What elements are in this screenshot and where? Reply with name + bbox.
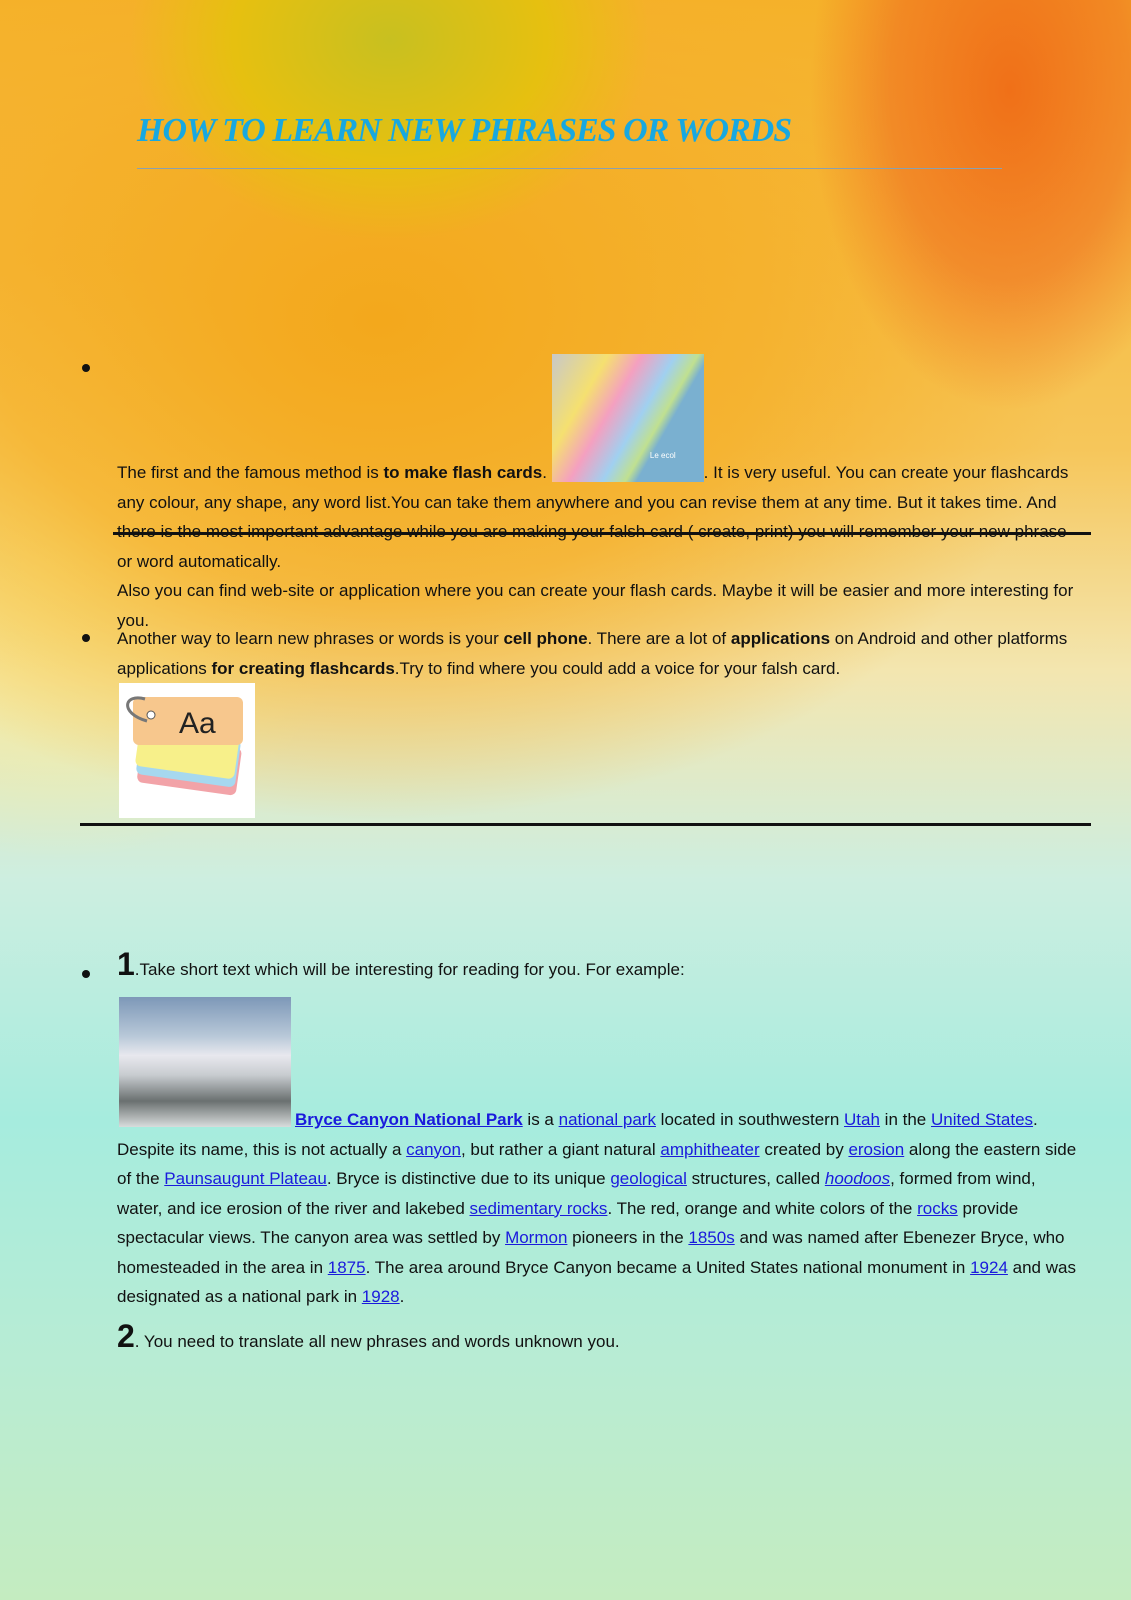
text-segment: along the eastern side of the	[117, 1139, 1077, 1188]
bold-text: for creating flashcards	[211, 658, 395, 678]
wiki-link[interactable]: hoodoos	[824, 1169, 891, 1188]
cell-phone-paragraph	[117, 624, 1082, 683]
wiki-link[interactable]: 1924	[970, 1257, 1008, 1277]
text-segment: , formed from wind, water, and ice erosion of the river and lakebed	[117, 1169, 1036, 1218]
wiki-link[interactable]: sedimentary rocks	[469, 1198, 608, 1218]
text-segment: created by	[759, 1139, 849, 1159]
text-segment: provide spectacular views. The canyon area was settled by	[117, 1198, 1019, 1247]
step-1-text: .Take short text which will be interesting for reading for you. For example:	[134, 960, 685, 979]
bold-text: to make flash cards	[383, 463, 543, 482]
flashcard-app-icon	[119, 683, 255, 818]
text-segment: .Try to find where you could add a voice for your falsh card.	[394, 658, 841, 678]
wiki-link[interactable]: rocks	[917, 1198, 958, 1218]
text-segment: .	[542, 463, 552, 482]
bryce-canyon-paragraph	[117, 1105, 1082, 1312]
text-segment: , but rather a giant natural	[460, 1139, 661, 1159]
text-segment: and was named after Ebenezer Bryce, who homesteaded in the area in	[117, 1228, 1065, 1277]
text-segment: and was designated as a national park in	[117, 1257, 1076, 1306]
wiki-link[interactable]: geological	[610, 1169, 687, 1188]
wiki-link[interactable]: national park	[558, 1110, 656, 1129]
wiki-link[interactable]: United States	[930, 1110, 1034, 1129]
text-segment: in the	[879, 1110, 931, 1129]
card-caption: Le ecol	[649, 450, 676, 460]
wiki-link[interactable]: Bryce Canyon National Park	[295, 1110, 523, 1129]
wiki-link[interactable]: Mormon	[505, 1228, 568, 1247]
text-segment: located in southwestern	[655, 1110, 845, 1129]
step-1-number: 1	[117, 946, 135, 982]
step-2-text: . You need to translate all new phrases and words unknown you.	[134, 1332, 620, 1351]
title-underline	[137, 168, 1002, 169]
divider	[113, 532, 1091, 535]
text-segment: Another way to learn new phrases or words is your	[117, 629, 504, 648]
text-segment: . There are a lot of	[587, 629, 731, 648]
wiki-link[interactable]: 1850s	[688, 1228, 735, 1247]
bullet	[82, 364, 90, 372]
wiki-link[interactable]: 1875	[327, 1257, 366, 1277]
bullet	[82, 634, 90, 642]
text-segment: . Bryce is distinctive due to its unique	[326, 1169, 611, 1188]
flashcards-photo	[552, 354, 704, 482]
step-1	[117, 946, 1082, 985]
wiki-link[interactable]: canyon	[406, 1139, 461, 1159]
flashcards-paragraph	[117, 354, 1082, 635]
page-title: HOW TO LEARN NEW PHRASES OR WORDS	[137, 112, 792, 149]
text-segment: . It is very useful. You can create your flashcards any colour, any shape, any word list.You can take them anywhere and you can revise them at any time. But it takes time. And or word automatically.	[117, 463, 1069, 571]
text-segment: is a	[522, 1110, 559, 1129]
bold-text: applications	[730, 629, 831, 648]
step-2-number: 2	[117, 1318, 135, 1354]
wiki-link[interactable]: 1928	[361, 1287, 400, 1306]
text-segment: . Despite its name, this is not actually a	[117, 1110, 1038, 1159]
text-segment: . The area around Bryce Canyon became a United States national monument in	[365, 1257, 971, 1277]
app-icon-text: Aa	[179, 707, 216, 740]
text-segment: structures, called	[686, 1169, 825, 1188]
text-segment: . The red, orange and white colors of the	[607, 1198, 918, 1218]
wiki-link[interactable]: Utah	[844, 1110, 880, 1129]
bullet	[82, 970, 90, 978]
step-2	[117, 1318, 1082, 1357]
text-segment: Also you can find web-site or application where you can create your flash cards. Maybe it will be easier and more interesting for you.	[117, 581, 1074, 630]
text-segment: The first and the famous method is	[117, 463, 384, 482]
divider	[80, 823, 1091, 826]
wiki-link[interactable]: Paunsaugunt Plateau	[164, 1169, 327, 1188]
text-segment: pioneers in the	[567, 1228, 689, 1247]
wiki-link[interactable]: erosion	[848, 1139, 905, 1159]
bold-text: cell phone	[503, 629, 588, 648]
text-segment: on Android and other platforms applications	[117, 629, 1068, 678]
text-segment: .	[399, 1287, 405, 1306]
wiki-link[interactable]: amphitheater	[660, 1139, 760, 1159]
